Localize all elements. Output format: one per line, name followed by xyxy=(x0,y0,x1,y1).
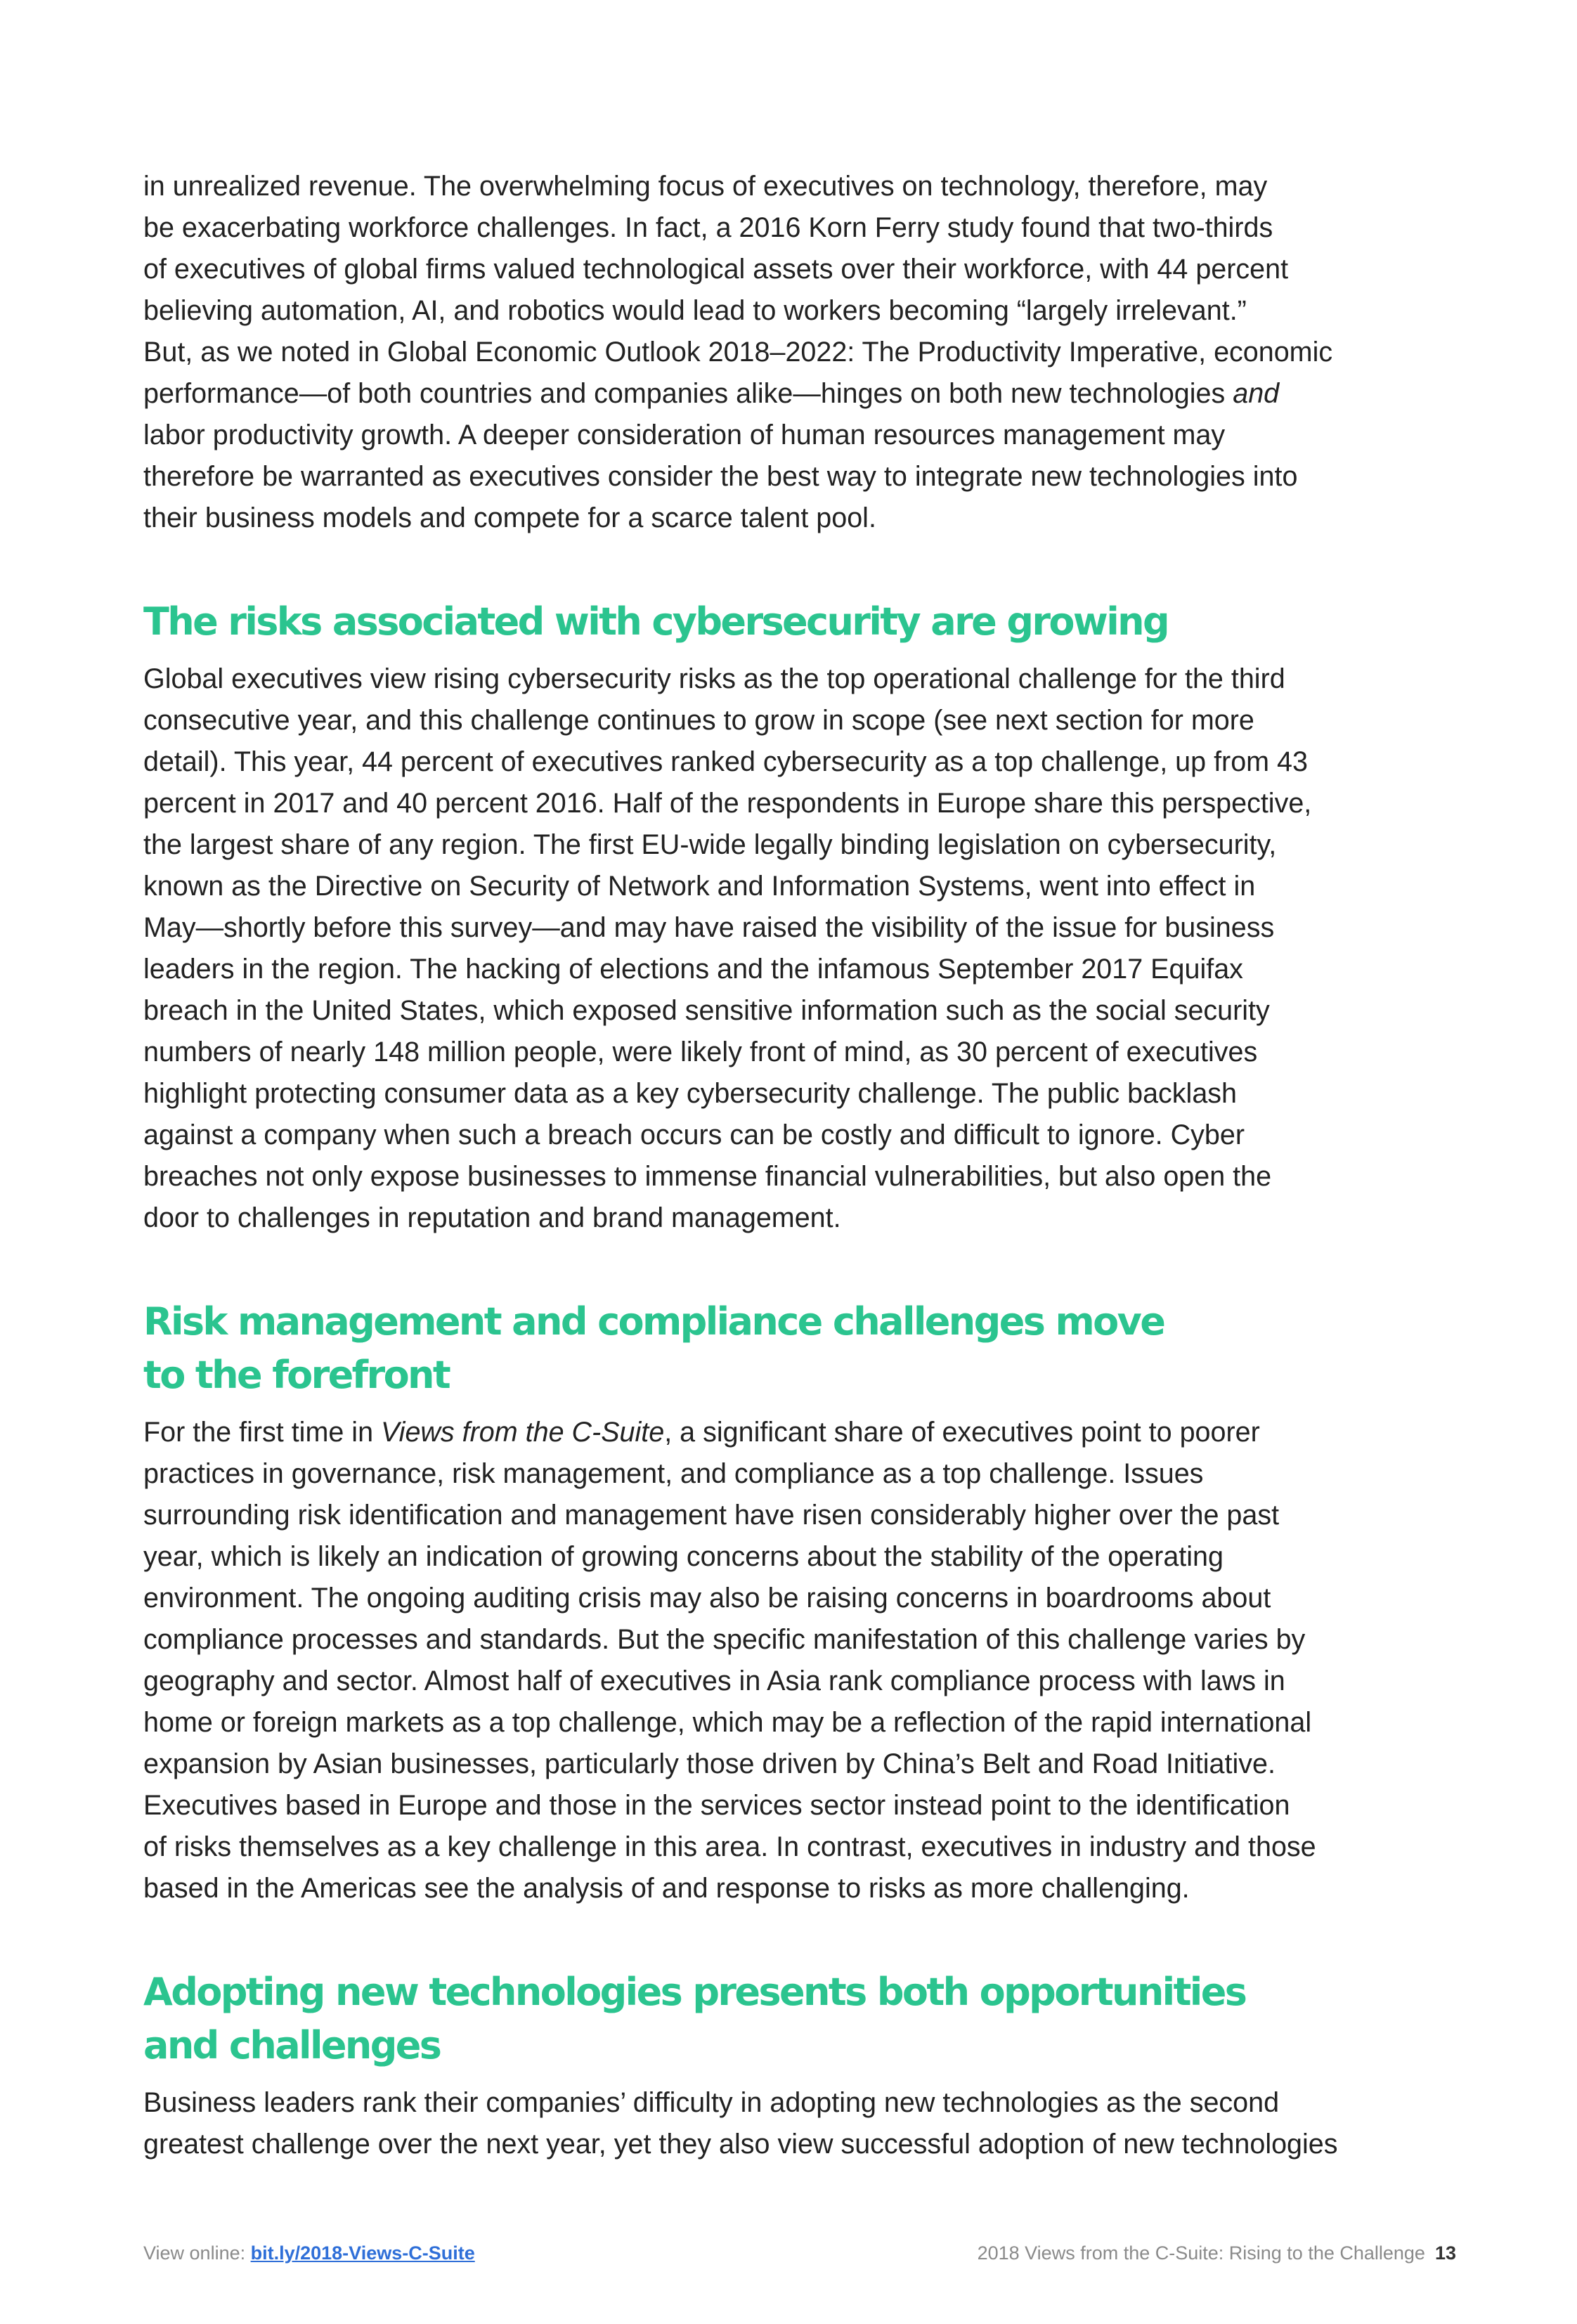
text-line: believing automation, AI, and robotics would lead to workers becoming “largely irrelevant.” xyxy=(143,295,1247,326)
heading-line: to the forefront xyxy=(143,1353,450,1397)
text-segment: For the first time in xyxy=(143,1417,382,1448)
page-number: 13 xyxy=(1434,2242,1456,2264)
text-line: But, as we noted in Global Economic Outlook 2018–2022: The Productivity Imperative, economic xyxy=(143,337,1333,368)
text-segment: performance—of both countries and companies alike—hinges on both new technologies xyxy=(143,378,1233,409)
text-line: therefore be warranted as executives consider the best way to integrate new technologies into xyxy=(143,461,1298,492)
text-line: geography and sector. Almost half of executives in Asia rank compliance process with laws in xyxy=(143,1666,1285,1696)
text-line: their business models and compete for a scarce talent pool. xyxy=(143,502,876,533)
text-line: practices in governance, risk management, and compliance as a top challenge. Issues xyxy=(143,1458,1204,1489)
view-online-label: View online: xyxy=(143,2242,251,2264)
text-line: Global executives view rising cybersecurity risks as the top operational challenge for the third xyxy=(143,663,1285,694)
heading-line: Adopting new technologies presents both opportunities xyxy=(143,1970,1246,2014)
text-line: detail). This year, 44 percent of executives ranked cybersecurity as a top challenge, up from 43 xyxy=(143,746,1308,777)
section-heading-cybersecurity: The risks associated with cybersecurity are growing xyxy=(143,599,1169,644)
text-line: breach in the United States, which exposed sensitive information such as the social security xyxy=(143,995,1270,1026)
text-line: Executives based in Europe and those in the services sector instead point to the identification xyxy=(143,1790,1290,1821)
text-line xyxy=(143,373,1451,415)
footer-publication xyxy=(978,2242,1456,2264)
intro-paragraph xyxy=(143,166,1451,539)
text-line: compliance processes and standards. But the specific manifestation of this challenge varies by xyxy=(143,1624,1306,1655)
text-line: greatest challenge over the next year, yet they also view successful adoption of new technologies xyxy=(143,2129,1338,2160)
text-line: based in the Americas see the analysis of and response to risks as more challenging. xyxy=(143,1873,1190,1904)
section-heading-risk-management xyxy=(143,1295,1451,1402)
publication-title: 2018 Views from the C-Suite: Rising to the Challenge xyxy=(977,2242,1425,2264)
view-online-link[interactable]: bit.ly/2018-Views-C-Suite xyxy=(250,2242,475,2264)
cybersecurity-paragraph xyxy=(143,658,1451,1239)
text-line: numbers of nearly 148 million people, were likely front of mind, as 30 percent of executives xyxy=(143,1037,1258,1067)
new-technologies-paragraph xyxy=(143,2082,1451,2165)
text-line: May—shortly before this survey—and may have raised the visibility of the issue for business xyxy=(143,912,1275,943)
text-line: door to challenges in reputation and brand management. xyxy=(143,1202,841,1233)
heading-line: Risk management and compliance challenges move xyxy=(143,1299,1164,1344)
text-line: consecutive year, and this challenge continues to grow in scope (see next section for more xyxy=(143,705,1254,736)
text-line: of executives of global firms valued technological assets over their workforce, with 44 percent xyxy=(143,254,1289,285)
text-line: percent in 2017 and 40 percent 2016. Half of the respondents in Europe share this perspective, xyxy=(143,788,1312,819)
text-line: highlight protecting consumer data as a key cybersecurity challenge. The public backlash xyxy=(143,1078,1238,1109)
text-line: against a company when such a breach occurs can be costly and difficult to ignore. Cyber xyxy=(143,1119,1245,1150)
text-line xyxy=(143,1412,1451,1453)
text-line: of risks themselves as a key challenge in this area. In contrast, executives in industry and those xyxy=(143,1831,1316,1862)
text-segment: , a significant share of executives point to poorer xyxy=(664,1417,1260,1448)
page-body xyxy=(143,166,1451,2165)
text-line: known as the Directive on Security of Network and Information Systems, went into effect in xyxy=(143,871,1256,902)
heading-line: and challenges xyxy=(143,2023,441,2067)
section-heading-new-technologies xyxy=(143,1966,1451,2072)
text-line: expansion by Asian businesses, particularly those driven by China’s Belt and Road Initiative. xyxy=(143,1748,1276,1779)
text-line: leaders in the region. The hacking of elections and the infamous September 2017 Equifax xyxy=(143,954,1243,985)
text-line: the largest share of any region. The first EU-wide legally binding legislation on cybersecurity, xyxy=(143,829,1277,860)
text-line: Business leaders rank their companies’ difficulty in adopting new technologies as the second xyxy=(143,2087,1280,2118)
emphasis-text: Views from the C-Suite xyxy=(381,1417,665,1448)
text-line: environment. The ongoing auditing crisis may also be raising concerns in boardrooms about xyxy=(143,1583,1271,1614)
text-line: breaches not only expose businesses to immense financial vulnerabilities, but also open the xyxy=(143,1161,1272,1192)
text-line: year, which is likely an indication of growing concerns about the stability of the operating xyxy=(143,1541,1224,1572)
text-line: labor productivity growth. A deeper consideration of human resources management may xyxy=(143,420,1226,450)
risk-management-paragraph xyxy=(143,1412,1451,1909)
text-line: in unrealized revenue. The overwhelming focus of executives on technology, therefore, may xyxy=(143,171,1268,202)
view-online xyxy=(143,2242,475,2264)
page-footer xyxy=(143,2242,1456,2271)
text-line: home or foreign markets as a top challenge, which may be a reflection of the rapid international xyxy=(143,1707,1312,1738)
text-line: surrounding risk identification and management have risen considerably higher over the past xyxy=(143,1500,1280,1531)
emphasis-text: and xyxy=(1233,378,1280,409)
text-line: be exacerbating workforce challenges. In fact, a 2016 Korn Ferry study found that two-thirds xyxy=(143,212,1273,243)
